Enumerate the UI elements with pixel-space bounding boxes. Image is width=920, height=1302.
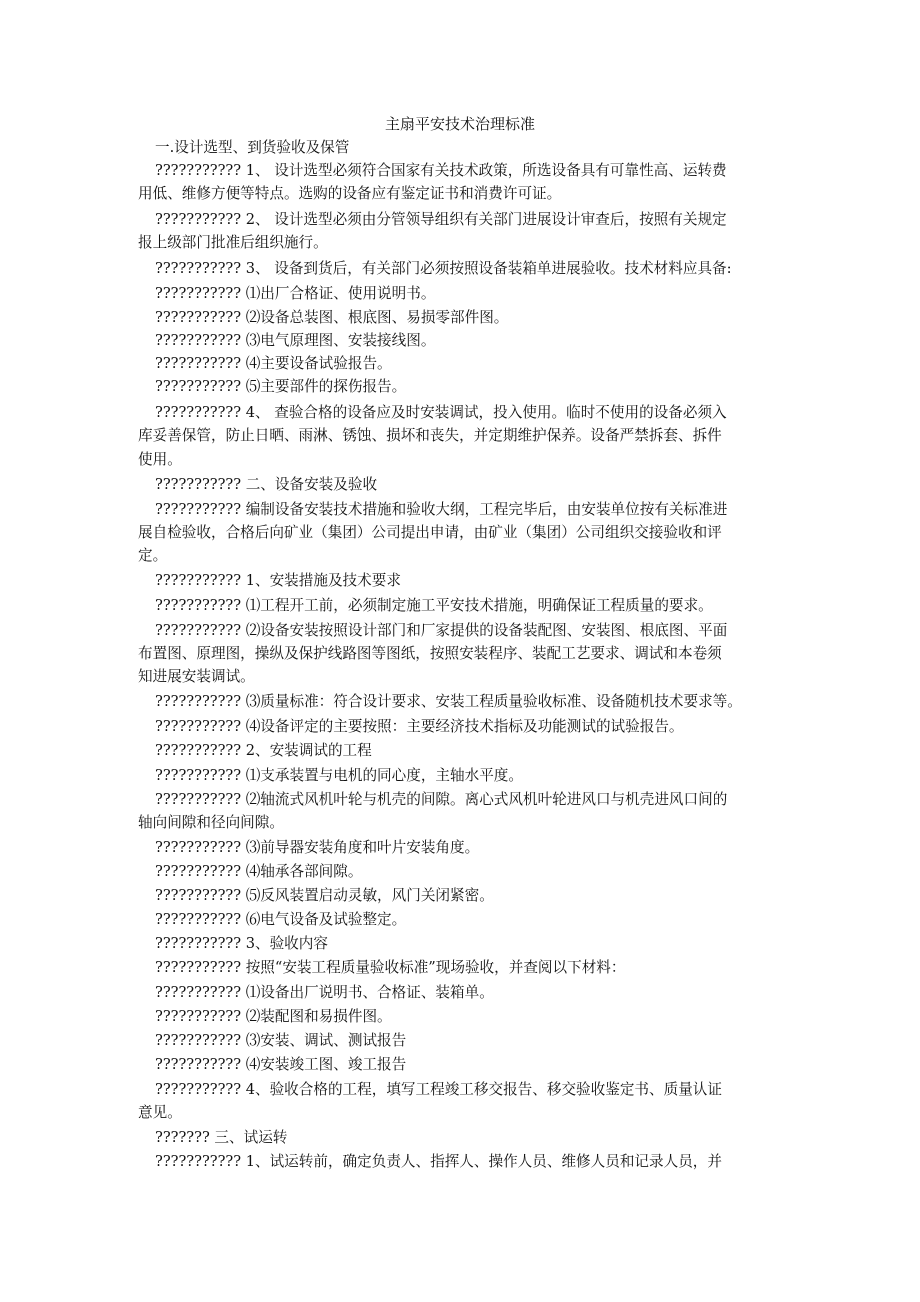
text-line: ??????????? 2、安装调试的工程 (155, 742, 372, 759)
text-line: 布置图、原理图，操纵及保护线路图等图纸，按照安装程序、装配工艺要求、调试和本卷须 (138, 645, 722, 662)
text-line: ??????????? ⑷主要设备试验报告。 (155, 355, 392, 372)
text-line: 使用。 (138, 451, 182, 468)
text-line: ??????????? ⑵装配图和易损件图。 (155, 1008, 392, 1025)
text-line: ??????????? ⑵设备总装图、根底图、易损零部件图。 (155, 309, 509, 326)
text-line: ??????????? 2、 设计选型必须由分管领导组织有关部门进展设计审查后，按照有关规定 (155, 211, 727, 228)
text-line: 定。 (138, 547, 168, 564)
text-line: ??????????? ⑵轴流式风机叶轮与机壳的间隙。离心式风机叶轮进风口与机壳进风口间的 (155, 791, 728, 808)
text-line: 展自检验收，合格后向矿业（集团）公司提出申请，由矿业（集团）公司组织交接验收和评 (138, 524, 722, 541)
document-title: 主扇平安技术治理标准 (384, 115, 535, 133)
text-line: ??????????? ⑵设备安装按照设计部门和厂家提供的设备装配图、安装图、根底图、平面 (155, 622, 728, 639)
text-line: ??????????? 1、 设计选型必须符合国家有关技术政策，所选设备具有可靠性高、运转费 (155, 162, 727, 179)
text-line: ??????????? ⑶电气原理图、安装接线图。 (155, 332, 436, 349)
text-line: ??????????? 1、试运转前，确定负责人、指挥人、操作人员、维修人员和记录人员，并 (155, 1153, 722, 1170)
text-line: ??????????? ⑴工程开工前，必须制定施工平安技术措施，明确保证工程质量的要求。 (155, 597, 713, 614)
text-line: 轴向间隙和径向间隙。 (138, 814, 284, 831)
text-line: ??????????? ⑴出厂合格证、使用说明书。 (155, 285, 436, 302)
text-line: ??????? 三、试运转 (155, 1129, 288, 1146)
text-line: 报上级部门批准后组织施行。 (138, 234, 328, 251)
text-line: ??????????? 3、 设备到货后，有关部门必须按照设备装箱单进展验收。技术材料应具备: (155, 260, 732, 277)
text-line: ??????????? 3、验收内容 (155, 935, 328, 952)
text-line: ??????????? ⑸主要部件的探伤报告。 (155, 378, 407, 395)
text-line: ??????????? ⑷设备评定的主要按照：主要经济技术指标及功能测试的试验报告。 (155, 718, 684, 735)
text-line: 一.设计选型、到货验收及保管 (155, 139, 350, 156)
text-line: ??????????? 按照“安装工程质量验收标准”现场验收，并查阅以下材料： (155, 959, 626, 976)
text-line: ??????????? 1、安装措施及技术要求 (155, 572, 401, 589)
text-line: ??????????? 二、设备安装及验收 (155, 476, 378, 493)
text-line: ??????????? ⑸反风装置启动灵敏，风门关闭紧密。 (155, 887, 494, 904)
text-line: ??????????? ⑴设备出厂说明书、合格证、装箱单。 (155, 984, 494, 1001)
text-line: ??????????? 编制设备安装技术措施和验收大纲，工程完毕后，由安装单位按有关标准进 (155, 501, 728, 518)
text-line: ??????????? 4、验收合格的工程，填写工程竣工移交报告、移交验收鉴定书、质量认证 (155, 1081, 722, 1098)
text-line: 库妥善保管，防止日晒、雨淋、锈蚀、损坏和丧失，并定期维护保养。设备严禁拆套、拆件 (138, 427, 722, 444)
text-line: ??????????? ⑶安装、调试、测试报告 (155, 1032, 407, 1049)
text-line: ??????????? ⑷轴承各部间隙。 (155, 863, 363, 880)
text-line: 知进展安装调试。 (138, 668, 255, 685)
text-line: ??????????? 4、 查验合格的设备应及时安装调试，投入使用。临时不使用的设备必须入 (155, 404, 727, 421)
text-line: 用低、维修方便等特点。选购的设备应有鉴定证书和消费许可证。 (138, 185, 562, 202)
text-line: ??????????? ⑶前导器安装角度和叶片安装角度。 (155, 839, 480, 856)
text-line: ??????????? ⑹电气设备及试验整定。 (155, 911, 407, 928)
text-line: 意见。 (138, 1104, 182, 1121)
text-line: ??????????? ⑶质量标准：符合设计要求、安装工程质量验收标准、设备随机技术要求等。 (155, 693, 742, 710)
text-line: ??????????? ⑷安装竣工图、竣工报告 (155, 1056, 407, 1073)
text-line: ??????????? ⑴支承装置与电机的同心度，主轴水平度。 (155, 767, 523, 784)
